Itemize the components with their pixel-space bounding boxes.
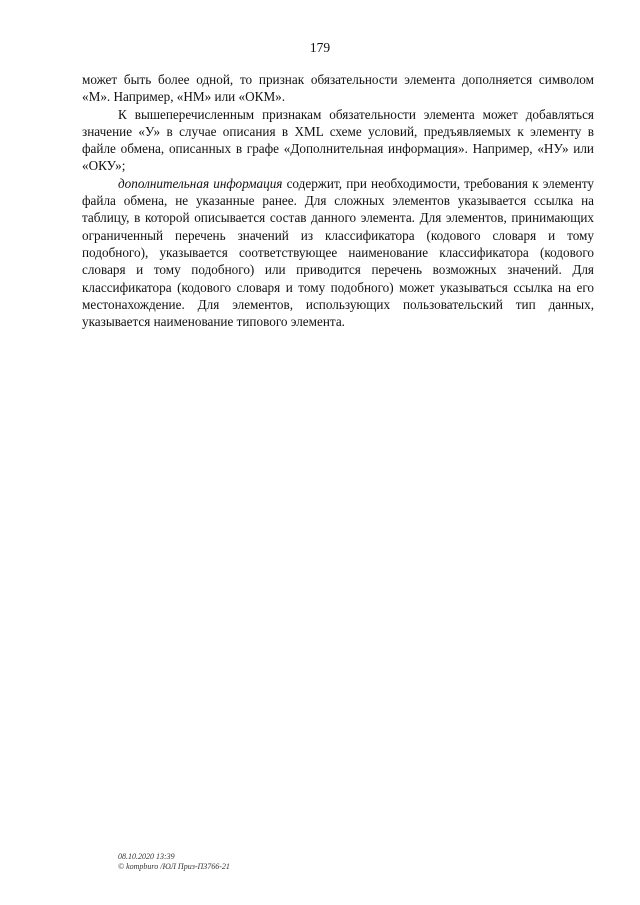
paragraph-additional-info (82, 175, 594, 331)
paragraph-additional-info-text: содержит, при необходимости, требования к элементу файла обмена, не указанные ранее. Для сложных элементов указывается ссылка на таблицу, в которой описывается состав данного элемента. Для элементов, принимающих ограниченный перечень значений из классификатора (кодового словаря и тому подобного), указывается соответствующее наименование классификатора (кодового словаря и тому подобного) или приводится перечень возможных значений. Для классификатора (кодового словаря и тому подобного) может указываться ссылка на его местонахождение. Для элементов, использующих пользовательский тип данных, указывается наименование типового элемента. (82, 175, 594, 330)
paragraph-condition-flag: К вышеперечисленным признакам обязательности элемента может добавляться значение «У» в случае описания в XML схеме условий, предъявляемых к элементу в файле обмена, описанных в графе «Дополнительная информация». Например, «НУ» или «ОКУ»; (82, 106, 594, 174)
footer-timestamp: 08.10.2020 13:39 (118, 852, 175, 861)
footer-source: © kompburo /ЮЛ Приз-ПЗ766-21 (118, 862, 230, 871)
footer-stamp (118, 852, 230, 872)
term-additional-info: дополнительная информация (118, 175, 283, 191)
paragraph-continuation: может быть более одной, то признак обязательности элемента дополняется символом «М». Например, «НМ» или «ОКМ». (82, 72, 594, 105)
document-body (82, 71, 594, 330)
page-number: 179 (309, 40, 331, 55)
